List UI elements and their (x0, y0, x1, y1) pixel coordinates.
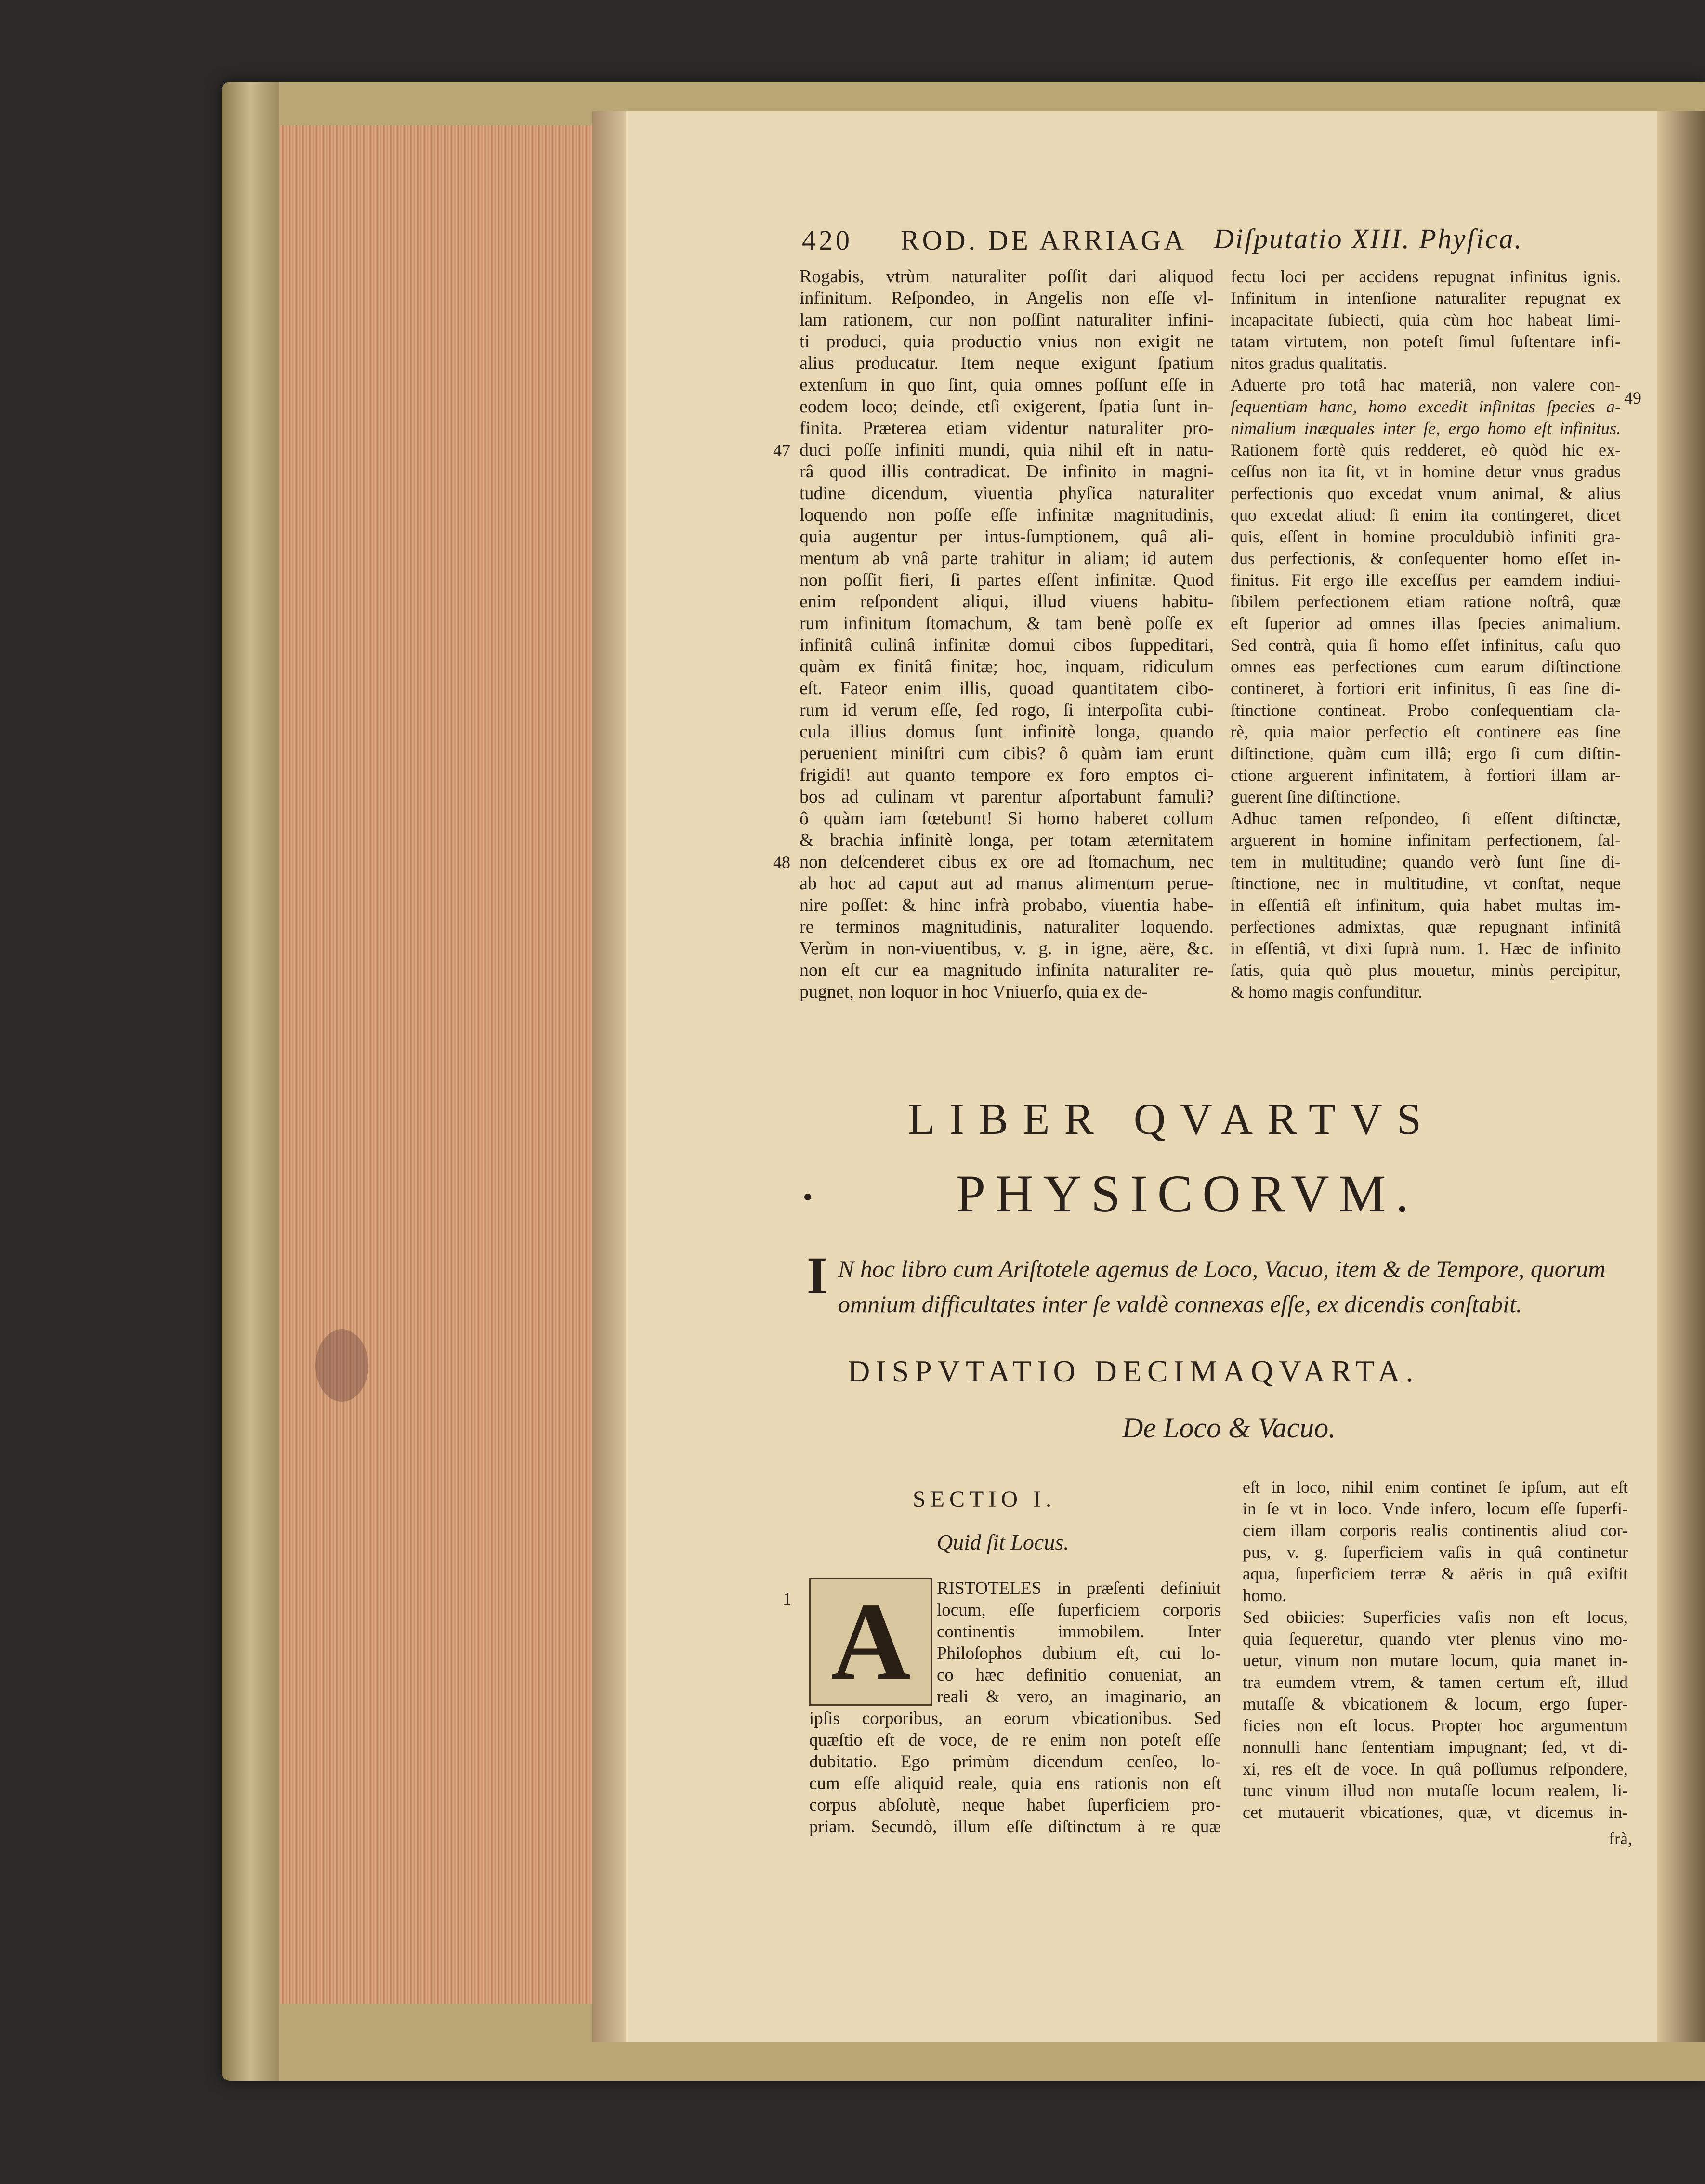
text-line: ſatis, quia quò plus mouetur, minùs percipitur, (1231, 960, 1621, 980)
intro-initial: I (807, 1246, 827, 1305)
text-line: xi, res eſt de voce. In quâ poſſumus reſpondere, (1243, 1759, 1628, 1778)
text-line: ctione arguerent infinitatem, à fortiori illam ar- (1231, 765, 1621, 785)
text-line: RISTOTELES in præſenti definiuit (937, 1579, 1221, 1598)
intro-line2: omnium difficultates inter ſe valdè connexas eſſe, ex dicendis conſtabit. (838, 1290, 1522, 1317)
text-line: cula illius domus ſunt infinitè longa, quando (800, 722, 1214, 742)
text-line: quis, eſſent in homine proculdubiò infiniti gra- (1231, 527, 1621, 546)
text-line: reali & vero, an imaginario, an (937, 1687, 1221, 1707)
text-line: ipſis corporibus, an eorum vbicationibus. Sed (809, 1709, 1221, 1728)
section-subtitle: Quid ſit Locus. (937, 1530, 1069, 1554)
text-line: re terminos magnitudinis, naturaliter loquendo. (800, 917, 1214, 937)
text-line: ô quàm iam fœtebunt! Si homo haberet collum (800, 808, 1214, 829)
disputatio-heading: Diſputatio XIII. Phyſica. (1214, 223, 1523, 254)
text-line: Rationem fortè quis redderet, eò quòd hic ex- (1231, 440, 1621, 460)
text-line: infinitum. Reſpondeo, in Angelis non eſſe vl- (800, 288, 1214, 308)
text-line: non eſt cur ea magnitudo infinita naturaliter re- (800, 960, 1214, 980)
text-line: finita. Præterea etiam videntur naturaliter pro- (800, 418, 1214, 438)
text-line: pus, v. g. ſuperficiem vaſis in quâ continetur (1243, 1542, 1628, 1562)
text-line: tra eumdem vtrem, & tamen certum eſt, illud (1243, 1672, 1628, 1692)
text-line: eſt ſuperior ad omnes illas ſpecies animalium. (1231, 614, 1621, 633)
text-line: loquendo non poſſe eſſe infinitæ magnitudinis, (800, 505, 1214, 525)
text-line: & homo magis confunditur. (1231, 982, 1422, 1001)
text-line: pugnet, non loquor in hoc Vniuerſo, quia ex de- (800, 982, 1148, 1002)
text-line: non deſcenderet cibus ex ore ad ſtomachum, nec (800, 852, 1214, 872)
text-line: continentis immobilem. Inter (937, 1622, 1221, 1642)
text-line: rè, quia maior perfectio eſt continere eas ſine (1231, 722, 1621, 741)
text-line: ſtinctione contineat. Probo conſequentiam cla- (1231, 700, 1621, 720)
text-line: diſtinctione, quàm cum illâ; ergo ſi cum diſtin- (1231, 744, 1621, 763)
margin-number-47: 47 (773, 441, 790, 460)
text-line: quàm ex finitâ finitæ; hoc, inquam, ridiculum (800, 657, 1214, 677)
text-line: omnes eas perfectiones cum earum diſtinctione (1231, 657, 1621, 676)
text-line: Rogabis, vtrùm naturaliter poſſit dari aliquod (800, 266, 1214, 287)
text-line: finitus. Fit ergo ille exceſſus per eamdem indiui- (1231, 570, 1621, 590)
text-line: quia augentur per intus-ſumptionem, quâ ali- (800, 526, 1214, 547)
text-line: quia ſequeretur, quando vter plenus vino mo- (1243, 1629, 1628, 1648)
text-line: perfectionis quo excedat vnum animal, & alius (1231, 484, 1621, 503)
text-line: rum id verum eſſe, ſed rogo, ſi interpoſita cubi- (800, 700, 1214, 720)
running-title: ROD. DE ARRIAGA (901, 224, 1187, 256)
text-line: in ſe vt in loco. Vnde infero, locum eſſe ſuperfi- (1243, 1499, 1628, 1518)
text-line: & brachia infinitè longa, per totam æternitatem (800, 830, 1214, 850)
text-line: tatam virtutem, non poteſt ſimul ſuſtentare infi- (1231, 332, 1621, 351)
section-left-full-lines (809, 1708, 1221, 1838)
text-line: ceſſus non ita ſit, vt in homine detur vnus gradus (1231, 462, 1621, 481)
margin-number-48: 48 (773, 853, 790, 872)
text-line: arguerent in homine infinitam perfectionem, ſal- (1231, 830, 1621, 850)
text-line: rum infinitum ſtomachum, & tam benè poſſe ex (800, 613, 1214, 633)
text-line: cet mutauerit vbicationes, quæ, vt dicemus in- (1243, 1802, 1628, 1822)
text-line: mentum ab vnâ parte trahitur in aliam; id autem (800, 548, 1214, 568)
text-line: infinitâ culinâ infinitæ domui cibos ſuppeditari, (800, 635, 1214, 655)
section-margin-number: 1 (783, 1589, 791, 1608)
text-line: non poſſit fieri, ſi partes eſſent infinitæ. Quod (800, 570, 1214, 590)
text-line: peruenient miniſtri cum cibis? ô quàm iam erunt (800, 743, 1214, 763)
text-line: Sed contrà, quia ſi homo eſſet infinitus, caſu quo (1231, 635, 1621, 655)
text-line: tem in multitudine; quando verò ſunt ſine di- (1231, 852, 1621, 871)
text-line: Philoſophos dubium eſt, cui lo- (937, 1644, 1221, 1663)
text-line: in eſſentiâ eſt infinitum, quia habet multas im- (1231, 895, 1621, 915)
text-line: tunc vinum illud non mutaſſe locum realem, li- (1243, 1781, 1628, 1800)
text-line: dubitatio. Ego primùm dicendum cenſeo, lo- (809, 1752, 1221, 1772)
text-line: uetur, vinum non mutare locum, quia manet in- (1243, 1651, 1628, 1670)
book-title-line2: PHYSICORVM. (956, 1164, 1418, 1223)
text-line: corpus abſolutè, neque habet ſuperficiem pro- (809, 1795, 1221, 1815)
ornamental-dropcap (809, 1578, 932, 1706)
text-line: ſtinctione, nec in multitudine, vt conſtat, neque (1231, 874, 1621, 893)
text-line: aqua, ſuperficiem terræ & aëris in quâ exiſtit (1243, 1564, 1628, 1583)
page-number: 420 (802, 224, 852, 256)
text-line: Infinitum in intenſione naturaliter repugnat ex (1231, 289, 1621, 308)
text-line: eſt in loco, nihil enim continet ſe ipſum, aut eſt (1243, 1477, 1628, 1497)
text-line: ſibilem perfectionem etiam ratione noſtrâ, quæ (1231, 592, 1621, 611)
text-line: ciem illam corporis realis continentis aliud cor- (1243, 1521, 1628, 1540)
disputation-subtitle: De Loco & Vacuo. (1122, 1412, 1336, 1444)
text-line: homo. (1243, 1586, 1287, 1605)
intro-line1: N hoc libro cum Ariſtotele agemus de Loco, Vacuo, item & de Tempore, quorum (838, 1255, 1606, 1282)
text-line: ſequentiam hanc, homo excedit infinitas ſpecies a- (1231, 397, 1621, 416)
text-line: râ quod illis contradicat. De infinito in magni- (800, 461, 1214, 482)
book-spine-edge (222, 82, 279, 2081)
facing-page-edge (1657, 111, 1705, 2042)
text-line: incapacitate ſubiecti, quia cùm hoc habeat limi- (1231, 310, 1621, 329)
text-line: ti produci, quia productio vnius non exigit ne (800, 331, 1214, 352)
dropcap-letter: A (830, 1580, 911, 1703)
text-line: cum eſſe aliquid reale, quia ens rationis non eſt (809, 1774, 1221, 1793)
text-line: Aduerte pro totâ hac materiâ, non valere con- (1231, 375, 1621, 395)
ornament-dot (804, 1194, 811, 1200)
text-line: in eſſentiâ, vt dixi ſuprà num. 1. Hæc de infinito (1231, 939, 1621, 958)
text-line: duci poſſe infiniti mundi, quia nihil eſt in natu- (800, 440, 1214, 460)
margin-number-49: 49 (1624, 388, 1641, 408)
text-line: nire poſſet: & hinc infrà probabo, viuentia habe- (800, 895, 1214, 915)
text-line: bos ad culinam vt parentur aſportabunt famuli? (800, 787, 1214, 807)
stain-mark (315, 1329, 368, 1402)
section-left-cap-lines (937, 1578, 1221, 1708)
text-line: nonnulli hanc ſententiam impugnant; ſed, vt di- (1243, 1737, 1628, 1757)
text-line: contineret, à fortiori erit infinitus, ſi eas ſine di- (1231, 679, 1621, 698)
text-line: ficies non eſt locus. Propter hoc argumentum (1243, 1716, 1628, 1735)
text-line: Adhuc tamen reſpondeo, ſi eſſent diſtinctæ, (1231, 809, 1621, 828)
text-line: lam rationem, cur non poſſint naturaliter infini- (800, 310, 1214, 330)
section-right-column (1243, 1476, 1628, 1823)
text-line: priam. Secundò, illum eſſe diſtinctum à re quæ (809, 1817, 1221, 1837)
text-line: extenſum in quo ſint, quia omnes poſſunt eſſe in (800, 375, 1214, 395)
text-line: Sed obiicies: Superficies vaſis non eſt locus, (1243, 1607, 1628, 1627)
text-line: tudine dicendum, viuentia phyſica naturaliter (800, 483, 1214, 503)
section-title: SECTIO I. (913, 1487, 1056, 1512)
text-line: nimalium inæquales inter ſe, ergo homo eſt infinitus. (1231, 419, 1621, 438)
text-line: co hæc definitio conueniat, an (937, 1665, 1221, 1685)
text-line: enim reſpondent aliqui, illud viuens habitu- (800, 592, 1214, 612)
left-text-column (800, 266, 1214, 1003)
text-line: mutaſſe & vbicationem & locum, ergo ſuper- (1243, 1694, 1628, 1713)
text-line: quæſtio eſt de voce, de re enim non poteſt eſſe (809, 1730, 1221, 1750)
text-line: nitos gradus qualitatis. (1231, 354, 1387, 373)
page-gutter (592, 111, 631, 2042)
catchword: frà, (1609, 1829, 1632, 1848)
disputation-title: DISPVTATIO DECIMAQVARTA. (848, 1354, 1419, 1388)
text-line: perfectiones admixtas, quæ repugnant infinitâ (1231, 917, 1621, 936)
page-edges (279, 125, 595, 2004)
text-line: eodem loco; deinde, etſi exigerent, ſpatia ſunt in- (800, 396, 1214, 417)
text-line: eſt. Fateor enim illis, quoad quantitatem cibo- (800, 678, 1214, 698)
text-line: fectu loci per accidens repugnat infinitus ignis. (1231, 267, 1621, 286)
text-line: dus perfectionis, & conſequenter homo eſſet in- (1231, 549, 1621, 568)
text-line: guerent ſine diſtinctione. (1231, 787, 1401, 806)
text-line: ab hoc ad caput aut ad manus alimentum perue- (800, 873, 1214, 894)
text-line: frigidi! aut quanto tempore ex foro emptos ci- (800, 765, 1214, 785)
right-text-column (1231, 266, 1621, 1003)
text-line: quo excedat aliud: ſi enim ita contingeret, dicet (1231, 505, 1621, 525)
text-line: alius producatur. Item neque exigunt ſpatium (800, 353, 1214, 373)
text-line: Verùm in non-viuentibus, v. g. in igne, aëre, &c. (800, 938, 1214, 959)
text-line: locum, eſſe ſuperficiem corporis (937, 1600, 1221, 1620)
book-title-line1: LIBER QVARTVS (908, 1094, 1436, 1144)
